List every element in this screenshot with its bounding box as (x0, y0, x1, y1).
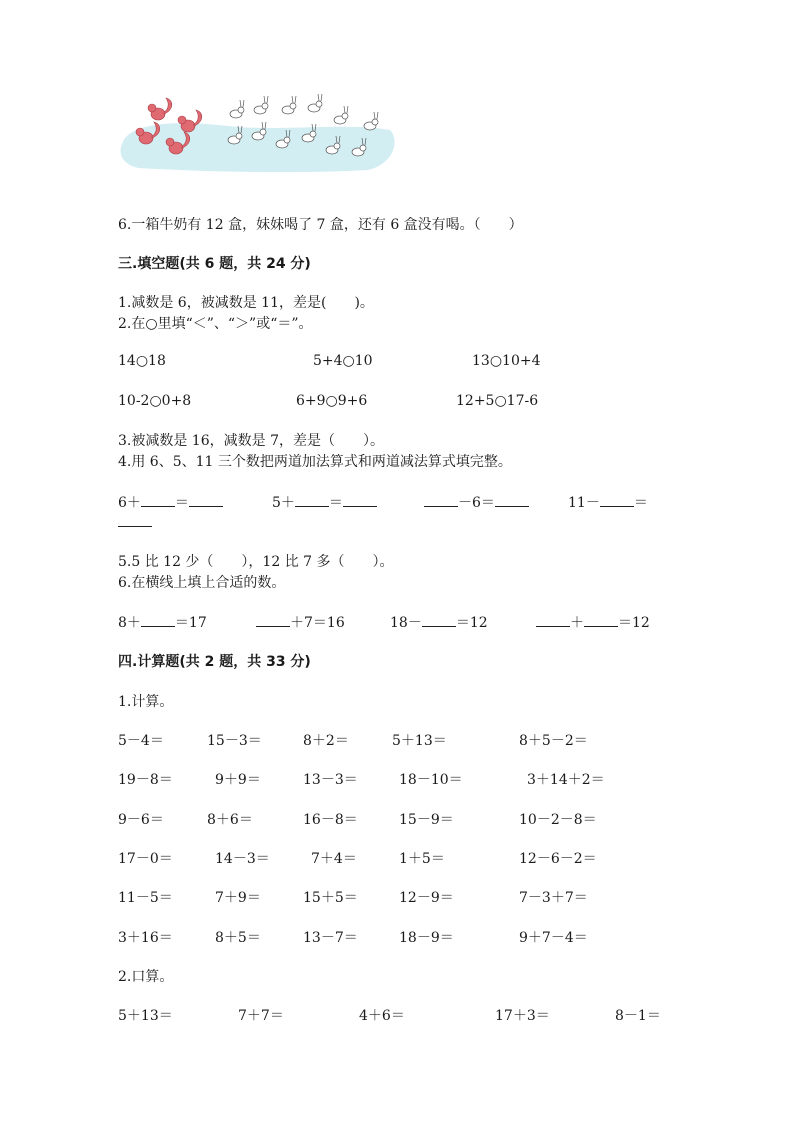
answer-blank[interactable] (584, 614, 618, 627)
answer-blank[interactable] (118, 514, 152, 527)
equation-text: ＝12 (618, 615, 650, 631)
calc-item: 11－5＝ (118, 890, 173, 906)
calc-item: 13－7＝ (303, 930, 358, 946)
calc-item: 12－9＝ (399, 890, 454, 906)
answer-blank[interactable] (424, 494, 458, 507)
calc-item: 17－0＝ (118, 851, 173, 867)
s3-question-4: 4.用 6、5、11 三个数把两道加法算式和两道减法算式填完整。 (118, 454, 512, 470)
equation-text: 11－ (568, 495, 600, 511)
calc-item: 18－9＝ (399, 930, 454, 946)
calc-item: 7－3＋7＝ (519, 890, 588, 906)
answer-blank[interactable] (141, 494, 175, 507)
compare-item: 10-2○0+8 (118, 393, 192, 409)
fill-equation (118, 612, 207, 632)
section-3-title: 三.填空题(共 6 题，共 24 分) (118, 256, 311, 272)
calc-item: 8＋2＝ (303, 733, 349, 749)
s3-question-3: 3.被减数是 16，减数是 7，差是（ ）。 (118, 433, 384, 449)
s4-question-1: 1.计算。 (118, 694, 174, 710)
calc-item: 3＋14＋2＝ (527, 772, 605, 788)
compare-item: 5+4○10 (313, 353, 373, 369)
calc-item: 5－4＝ (118, 733, 164, 749)
s3-question-1: 1.减数是 6，被减数是 11，差是( )。 (118, 295, 374, 311)
answer-blank[interactable] (422, 614, 456, 627)
calc-item: 10－2－8＝ (519, 812, 597, 828)
calc-item: 13－3＝ (303, 772, 358, 788)
calc-item: 8＋6＝ (207, 812, 253, 828)
oral-calc-item: 5＋13＝ (118, 1008, 173, 1024)
fill-equation (118, 492, 223, 512)
fill-equation (568, 492, 648, 512)
s4-question-2: 2.口算。 (118, 969, 174, 985)
answer-blank[interactable] (189, 494, 223, 507)
compare-item: 13○10+4 (472, 353, 541, 369)
calc-item: 12－6－2＝ (519, 851, 597, 867)
equation-text: ＝ (174, 495, 189, 511)
calc-item: 15－9＝ (399, 812, 454, 828)
oral-calc-item: 7＋7＝ (238, 1008, 284, 1024)
answer-blank[interactable] (256, 614, 290, 627)
s3-question-6: 6.在横线上填上合适的数。 (118, 575, 286, 591)
equation-text: －6＝ (458, 495, 495, 511)
s3-question-2: 2.在○里填“＜”、“＞”或“＝”。 (118, 316, 313, 332)
equation-text: 8＋ (118, 615, 141, 631)
calc-item: 7＋4＝ (311, 851, 357, 867)
fill-equation (536, 612, 650, 632)
fill-equation (424, 492, 529, 512)
calc-item: 14－3＝ (215, 851, 270, 867)
answer-blank[interactable] (295, 494, 329, 507)
answer-blank[interactable] (495, 494, 529, 507)
answer-blank[interactable] (343, 494, 377, 507)
equation-text: ＝17 (174, 615, 207, 631)
calc-item: 15－3＝ (207, 733, 262, 749)
calc-item: 8＋5－2＝ (519, 733, 588, 749)
calc-item: 9－6＝ (118, 812, 164, 828)
equation-text: ＋7＝16 (290, 615, 345, 631)
question-6-text: 6.一箱牛奶有 12 盒，妹妹喝了 7 盒，还有 6 盒没有喝。（ ） (118, 217, 523, 233)
answer-blank[interactable] (536, 614, 570, 627)
calc-item: 16－8＝ (303, 812, 358, 828)
calc-item: 8＋5＝ (215, 930, 261, 946)
equation-text: 5＋ (272, 495, 295, 511)
oral-calc-item: 4＋6＝ (359, 1008, 405, 1024)
answer-blank[interactable] (600, 494, 634, 507)
calc-item: 5＋13＝ (392, 733, 447, 749)
calc-item: 3＋16＝ (118, 930, 173, 946)
oral-calc-item: 8－1＝ (615, 1008, 661, 1024)
s3-question-5: 5.5 比 12 少（ ），12 比 7 多（ ）。 (118, 554, 394, 570)
fill-equation (390, 612, 488, 632)
fill-equation (256, 612, 345, 632)
oral-calc-item: 17＋3＝ (495, 1008, 550, 1024)
calc-item: 1＋5＝ (399, 851, 445, 867)
equation-text: ＝ (633, 495, 648, 511)
section-4-title: 四.计算题(共 2 题，共 33 分) (118, 654, 311, 670)
calc-item: 19－8＝ (118, 772, 173, 788)
fill-equation (272, 492, 377, 512)
compare-item: 12+5○17-6 (456, 393, 539, 409)
compare-item: 6+9○9+6 (296, 393, 368, 409)
answer-blank[interactable] (141, 614, 175, 627)
compare-item: 14○18 (118, 353, 166, 369)
squirrels-rabbits-illustration (118, 92, 398, 174)
equation-text: ＋ (570, 615, 584, 631)
calc-item: 18－10＝ (399, 772, 463, 788)
calc-item: 15＋5＝ (303, 890, 358, 906)
equation-text: 6＋ (118, 495, 141, 511)
calc-item: 9＋9＝ (215, 772, 261, 788)
calc-item: 7＋9＝ (215, 890, 261, 906)
equation-text: ＝12 (455, 615, 488, 631)
fill-equation (118, 514, 152, 531)
equation-text: 18－ (390, 615, 422, 631)
equation-text: ＝ (328, 495, 343, 511)
calc-item: 9＋7－4＝ (519, 930, 588, 946)
